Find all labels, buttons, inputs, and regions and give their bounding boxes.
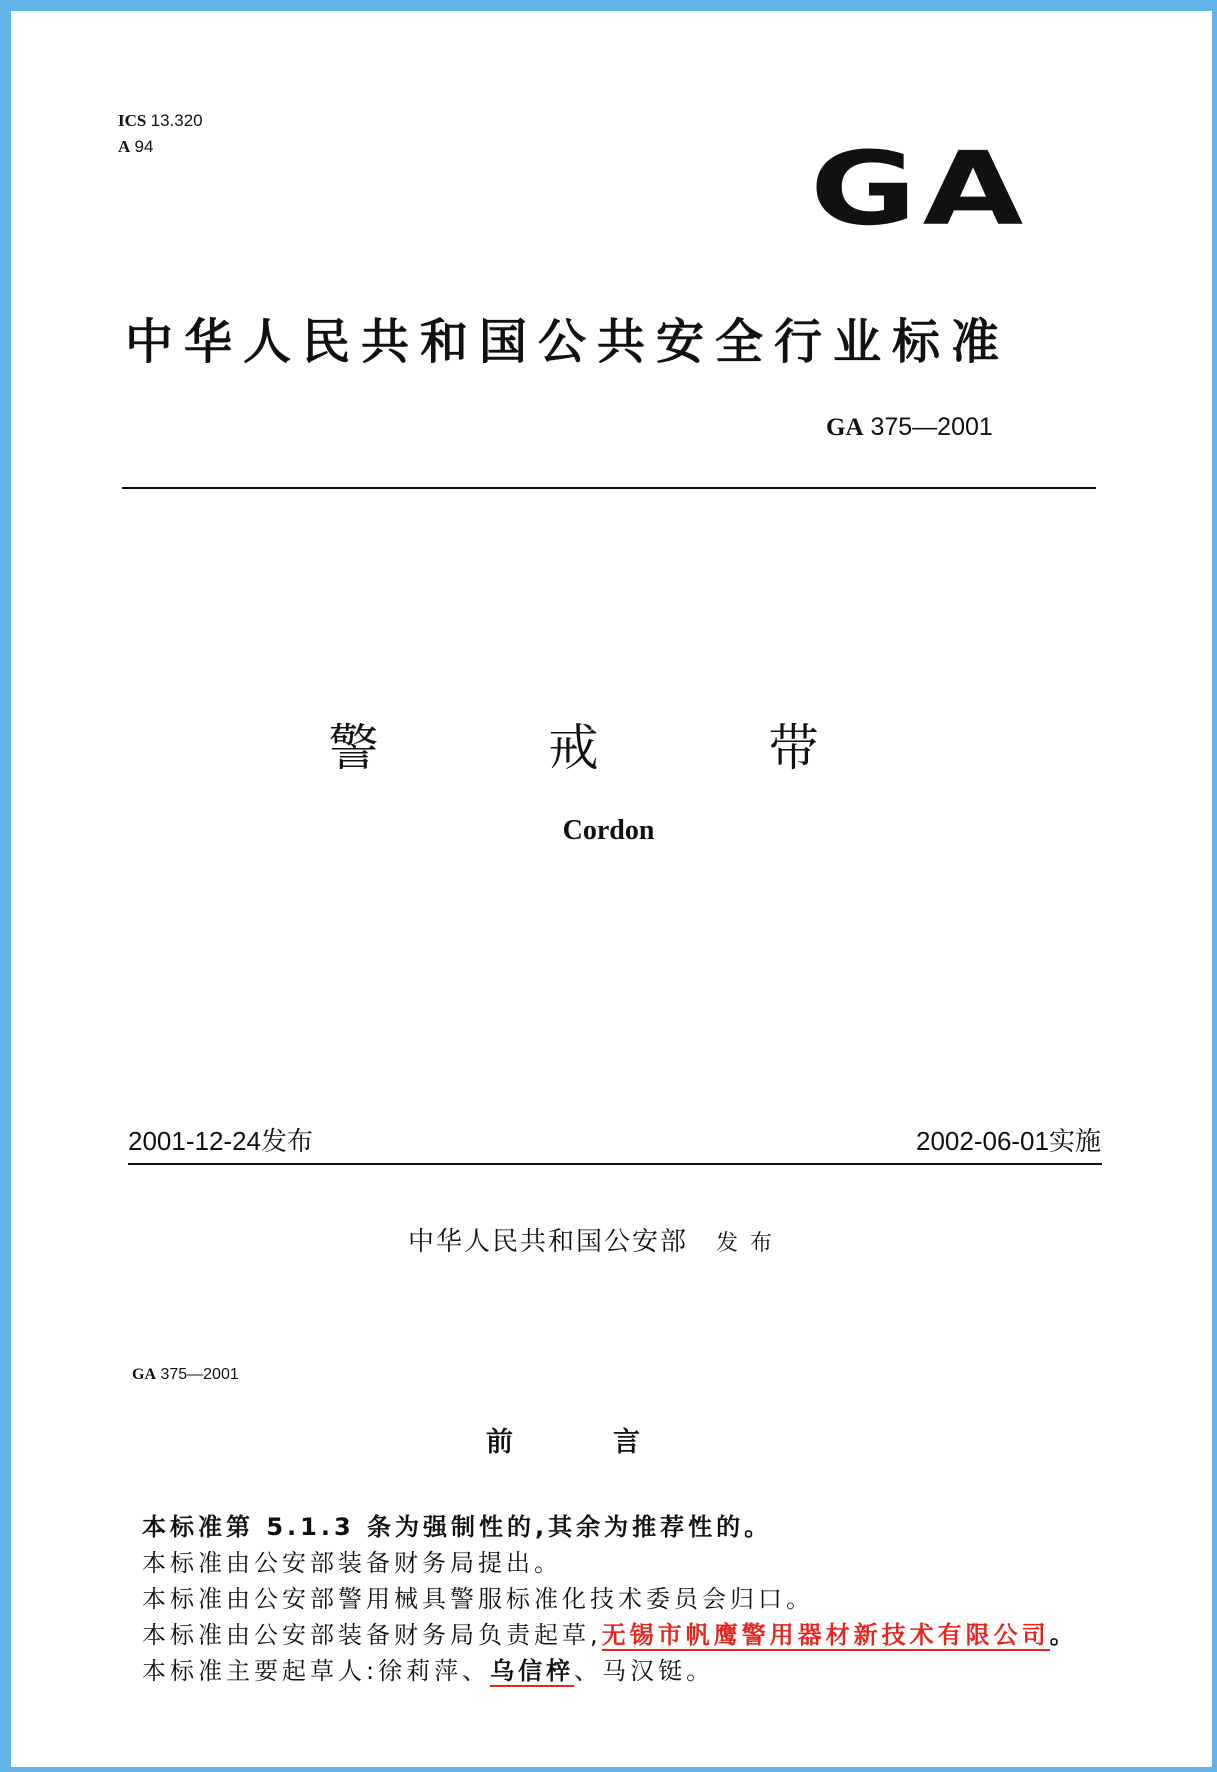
header-divider (122, 487, 1096, 489)
english-title: Cordon (562, 815, 655, 846)
ics-code: 13.320 (150, 111, 203, 130)
foreword-line-4-suffix: 。 (1049, 1621, 1078, 1649)
authority-title: 中华人民共和国公共安全行业标准 (125, 314, 1011, 370)
page-header-value: 375—2001 (160, 1366, 239, 1383)
standard-number (826, 413, 993, 442)
ga-logo: GA (810, 129, 1030, 248)
foreword-body (142, 1509, 1102, 1689)
class-code: 94 (134, 137, 154, 156)
date-divider (128, 1163, 1102, 1165)
drafting-company-highlight: 无锡市帆鹰警用器材新技术有限公司 (601, 1621, 1050, 1649)
publisher (408, 1221, 784, 1258)
title-char-3: 带 (768, 719, 929, 777)
document-title (0, 708, 1217, 780)
foreword-line-2: 本标准由公安部装备财务局提出。 (142, 1549, 562, 1577)
class-label: A (118, 137, 131, 156)
foreword-line-5 (142, 1653, 1102, 1689)
document-page (14, 14, 1209, 1764)
issue-date (128, 1121, 313, 1158)
page-header-prefix: GA (132, 1366, 156, 1383)
foreword-line-5-prefix: 本标准主要起草人:徐莉萍、 (142, 1657, 491, 1685)
impl-date-label: 实施 (1048, 1126, 1101, 1156)
ics-label: ICS (118, 111, 147, 130)
foreword-heading: 前言 (486, 1427, 740, 1458)
standard-prefix: GA (826, 414, 864, 441)
title-char-2: 戒 (548, 719, 709, 777)
foreword-line-4-prefix: 本标准由公安部装备财务局负责起草, (142, 1621, 602, 1649)
foreword-line-4 (142, 1617, 1102, 1653)
impl-date-value: 2002-06-01 (915, 1126, 1049, 1156)
classification-codes (118, 108, 203, 160)
title-char-1: 警 (328, 719, 489, 777)
page-header-number (132, 1366, 239, 1384)
issue-date-value: 2001-12-24 (128, 1126, 261, 1156)
issue-date-label: 发布 (261, 1126, 314, 1156)
standard-number-value: 375—2001 (870, 413, 993, 441)
implementation-date (916, 1121, 1101, 1158)
foreword-line-5-suffix: 、马汉铤。 (574, 1657, 715, 1685)
drafter-highlight: 乌信梓 (490, 1657, 575, 1685)
foreword-line-3: 本标准由公安部警用械具警服标准化技术委员会归口。 (142, 1585, 814, 1613)
publisher-name: 中华人民共和国公安部 (408, 1227, 689, 1257)
publisher-action: 发布 (716, 1231, 785, 1256)
foreword-line-1: 本标准第 5.1.3 条为强制性的,其余为推荐性的。 (142, 1513, 773, 1541)
